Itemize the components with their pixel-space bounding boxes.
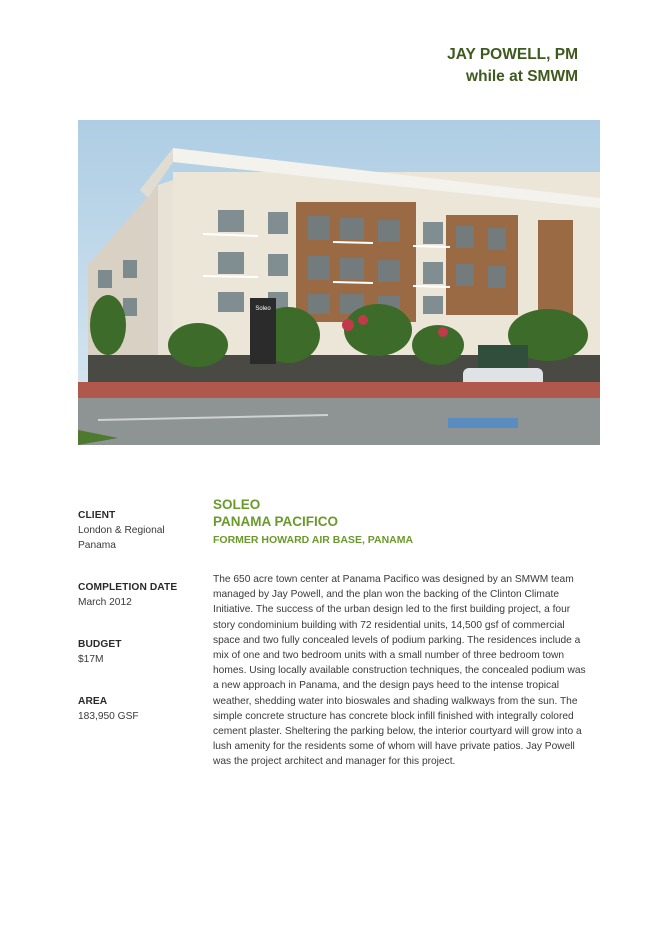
header-affiliation: while at SMWM	[466, 68, 578, 85]
completion-block	[78, 580, 198, 610]
project-photo	[78, 120, 600, 445]
project-description: The 650 acre town center at Panama Pacifico was designed by an SMWM team managed by Jay Powell, and the plan won the backing of the Clinton Climate Initiative. The success of the urban design led to the first building project, a four story condominium building with 72 residential units, 14,500 gsf of commercial space and two fully concealed levels of podium parking. The residences include a mix of one and two bedroom units with a small number of three bedroom town homes. Using locally available construction techniques, the concealed podium was a new approach in Panama, and the design pays heed to the intense tropical weather, shedding water into bioswales and shading walkways from the sun. The simple concrete structure has concrete block infill finished with integrally colored cement plaster. Sheltering the parking below, the interior courtyard will grow into a lush amenity for the residents some of whom will have private patios. Jay Powell was the project architect and manager for this project.	[213, 574, 586, 768]
building-illustration	[78, 120, 600, 445]
project-location: FORMER HOWARD AIR BASE, PANAMA	[213, 534, 414, 546]
completion-value: March 2012	[78, 597, 132, 608]
budget-label: BUDGET	[78, 639, 122, 650]
sign-text: Soleo	[255, 306, 271, 312]
page-header	[447, 44, 578, 88]
project-facts	[78, 508, 198, 751]
completion-label: COMPLETION DATE	[78, 582, 178, 593]
area-value: 183,950 GSF	[78, 711, 139, 722]
client-label: CLIENT	[78, 510, 116, 521]
budget-value: $17M	[78, 654, 104, 665]
area-block	[78, 694, 198, 724]
project-title-line2: PANAMA PACIFICO	[213, 514, 338, 529]
project-details	[213, 496, 593, 770]
budget-block	[78, 637, 198, 667]
area-label: AREA	[78, 696, 108, 707]
project-title-line1: SOLEO	[213, 497, 261, 512]
client-value: London & Regional Panama	[78, 525, 165, 551]
client-block	[78, 508, 198, 553]
header-name: JAY POWELL, PM	[447, 46, 578, 63]
